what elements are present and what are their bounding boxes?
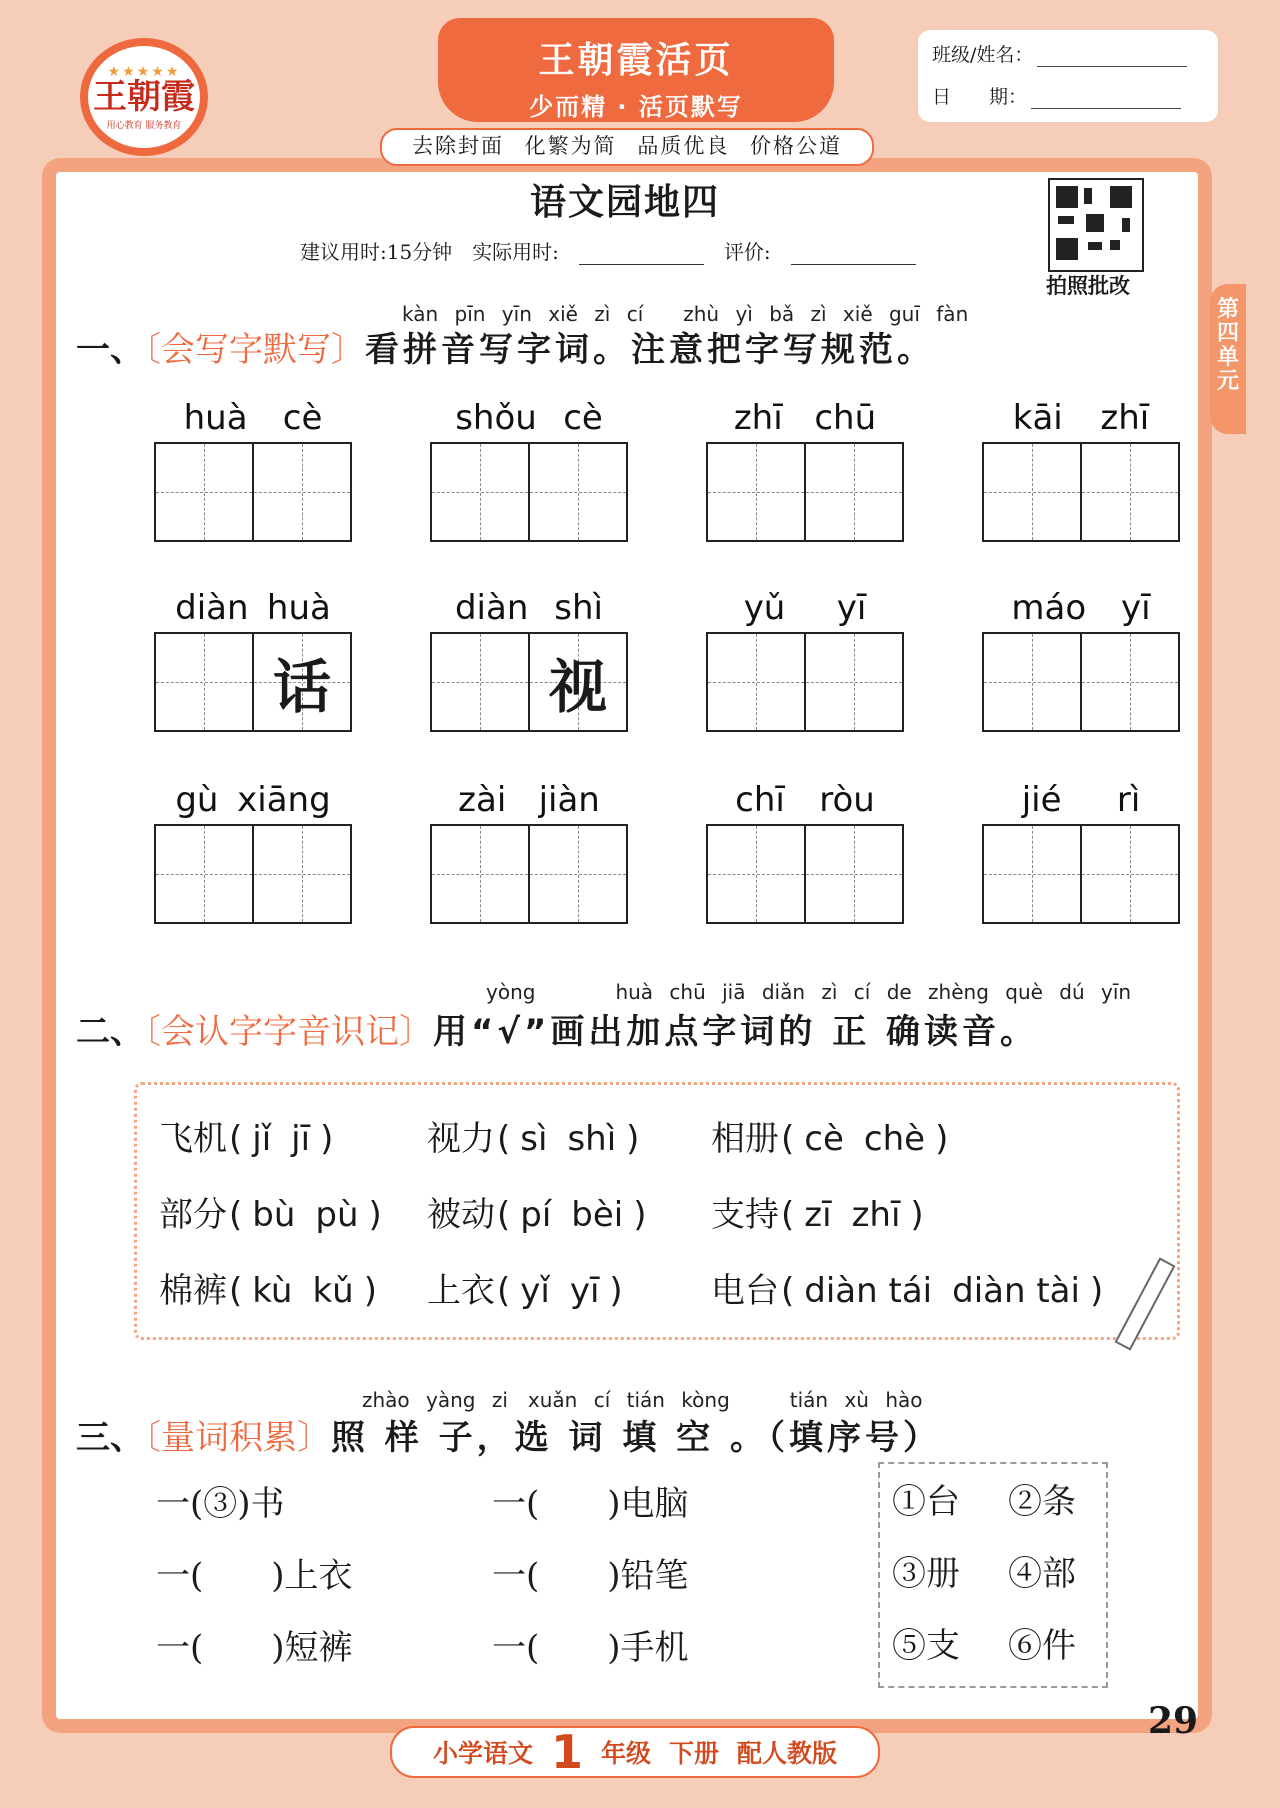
reading-options: ( sì shì ) (497, 1119, 640, 1159)
tianzige-cell[interactable] (1082, 634, 1178, 730)
pronunciation-option[interactable]: jī (291, 1119, 311, 1159)
section1-title (76, 322, 935, 371)
pinyin-syllable: zài (458, 780, 507, 820)
tianzige-boxes (982, 442, 1180, 542)
pinyin-syllable: máo (1011, 588, 1087, 628)
footer-grade-label: 年级 (600, 1739, 651, 1768)
reading-word: 飞机 (159, 1119, 227, 1159)
pinyin-syllable: yī (1121, 588, 1151, 628)
stars-icon: ★★★★★ (107, 63, 181, 80)
word-pinyin (706, 780, 904, 824)
pinyin-syllable: yī (836, 588, 867, 628)
pinyin-syllable: xiāng (237, 780, 331, 820)
reading-word: 棉裤 (159, 1271, 227, 1311)
reading-item (159, 1111, 333, 1160)
word-writing-item (706, 780, 904, 924)
reading-word: 被动 (427, 1195, 495, 1235)
section2-instruction: 用“√”画出加点字词的 正 确读音。 (433, 1012, 1039, 1052)
word-pinyin (706, 398, 904, 442)
reading-word: 支持 (711, 1195, 779, 1235)
student-info-box (918, 30, 1218, 122)
logo-slogan: 用心教育 服务教育 (106, 120, 182, 131)
actual-time-label: 实际用时: (472, 240, 559, 264)
pinyin-syllable: chī (735, 780, 785, 820)
pinyin-syllable: zhī (1100, 398, 1150, 438)
word-writing-item (154, 588, 352, 732)
tianzige-cell[interactable] (806, 444, 902, 540)
word-pinyin (154, 780, 352, 824)
pinyin-syllable: ròu (819, 780, 875, 820)
footer-edition: 配人教版 (737, 1739, 838, 1768)
option-item: ⑥件 (1008, 1626, 1076, 1666)
suggested-time: 建议用时:15分钟 (300, 240, 453, 264)
pinyin-syllable: huà (183, 398, 248, 438)
word-writing-item (154, 398, 352, 542)
date-field[interactable] (1031, 90, 1181, 109)
option-item: ②条 (1008, 1482, 1076, 1522)
section3-instruction-pinyin: zhào yàng zi xuǎn cí tián kòng tián xù hào (362, 1388, 923, 1412)
tianzige-cell[interactable] (984, 826, 1082, 922)
tianzige-boxes (706, 824, 904, 924)
tianzige-boxes (982, 824, 1180, 924)
tianzige-cell[interactable] (432, 826, 530, 922)
reading-options: ( bù pù ) (229, 1195, 382, 1235)
measure-blank[interactable]: 一( )电脑 (492, 1484, 689, 1524)
pinyin-syllable: zhī (733, 398, 783, 438)
qr-label: 拍照批改 (1046, 274, 1130, 298)
date-label: 日 期： (932, 86, 1028, 108)
section2-number: 二、 (76, 1012, 144, 1052)
tianzige-boxes (154, 632, 352, 732)
pronunciation-option[interactable]: cè (804, 1119, 844, 1159)
tianzige-boxes (154, 824, 352, 924)
word-pinyin (430, 398, 628, 442)
measure-blank[interactable]: 一( )短裤 (156, 1628, 353, 1668)
page-number: 29 (1148, 1700, 1199, 1742)
pronunciation-option[interactable]: bù (252, 1195, 296, 1235)
tianzige-boxes (430, 824, 628, 924)
section3-number: 三、 (76, 1418, 144, 1458)
word-writing-item (430, 780, 628, 924)
word-pinyin (154, 398, 352, 442)
unit-tab (1210, 284, 1246, 434)
tianzige-boxes (430, 632, 628, 732)
option-item: ①台 (892, 1482, 960, 1522)
tianzige-boxes (706, 632, 904, 732)
section1-instruction-pinyin: kàn pīn yīn xiě zì cí zhù yì bǎ zì xiě guī fàn (402, 302, 969, 326)
pinyin-syllable: gù (175, 780, 219, 820)
section2-tag: 〔会认字字音识记〕 (144, 1012, 433, 1052)
section1-instruction: 看拼音写字词。注意把字写规范。 (365, 330, 935, 370)
reading-item (427, 1187, 647, 1236)
class-name-label: 班级/姓名： (932, 44, 1034, 66)
section1-number: 一、 (76, 330, 144, 370)
tianzige-cell[interactable] (806, 634, 902, 730)
section2-title (76, 1004, 1038, 1053)
pronunciation-option[interactable]: jǐ (252, 1119, 272, 1159)
tianzige-cell[interactable] (1082, 444, 1178, 540)
page-title: 语文园地四 (529, 182, 720, 223)
tianzige-cell[interactable] (984, 444, 1082, 540)
section3-title (76, 1410, 941, 1459)
pronunciation-option[interactable]: sì (520, 1119, 548, 1159)
option-item: ④部 (1008, 1554, 1076, 1594)
tianzige-cell[interactable] (254, 634, 350, 730)
word-writing-item (430, 588, 628, 732)
section2-instruction-pinyin: yòng huà chū jiā diǎn zì cí de zhèng què dú yīn (486, 980, 1132, 1004)
written-char: 话 (272, 653, 331, 721)
word-pinyin (430, 780, 628, 824)
reading-options: ( diàn tái diàn tài ) (781, 1271, 1104, 1311)
tianzige-cell[interactable] (254, 826, 350, 922)
pronunciation-option[interactable]: pí (520, 1195, 552, 1235)
tianzige-cell[interactable] (708, 444, 806, 540)
word-pinyin (706, 588, 904, 632)
tianzige-cell[interactable] (984, 634, 1082, 730)
pinyin-syllable: shì (554, 588, 604, 628)
word-pinyin (982, 588, 1180, 632)
reading-options: ( zī zhī ) (781, 1195, 924, 1235)
pinyin-syllable: diàn (454, 588, 529, 628)
pronunciation-option[interactable]: yǐ (520, 1271, 550, 1311)
tianzige-cell[interactable] (806, 826, 902, 922)
brand-banner (438, 18, 834, 122)
pronunciation-option[interactable]: diàn tái (804, 1271, 933, 1311)
footer-volume: 下册 (669, 1739, 720, 1768)
measure-blank[interactable]: 一(③)书 (156, 1484, 285, 1524)
rating-field[interactable] (791, 244, 916, 265)
tianzige-cell[interactable] (530, 634, 626, 730)
section1-tag: 〔会写字默写〕 (144, 330, 365, 370)
word-writing-item (982, 780, 1180, 924)
word-pinyin (982, 398, 1180, 442)
pronunciation-option[interactable]: chè (863, 1119, 926, 1159)
reading-box (134, 1082, 1180, 1340)
rating-label: 评价: (723, 240, 771, 264)
measure-blank[interactable]: 一( )手机 (492, 1628, 689, 1668)
tianzige-cell[interactable] (156, 444, 254, 540)
pinyin-syllable: rì (1116, 780, 1141, 820)
pinyin-syllable: diàn (175, 588, 249, 628)
word-pinyin (154, 588, 352, 632)
word-writing-item (706, 588, 904, 732)
tianzige-cell[interactable] (708, 826, 806, 922)
actual-time-field[interactable] (579, 244, 704, 265)
reading-word: 上衣 (427, 1271, 495, 1311)
logo-text: 王朝霞 (93, 76, 195, 117)
word-writing-item (430, 398, 628, 542)
pinyin-syllable: chū (814, 398, 877, 438)
pronunciation-option[interactable]: bèi (571, 1195, 624, 1235)
reading-item (711, 1187, 924, 1236)
tianzige-boxes (706, 442, 904, 542)
tianzige-cell[interactable] (708, 634, 806, 730)
time-info (300, 236, 916, 265)
word-pinyin (982, 780, 1180, 824)
reading-item (159, 1187, 382, 1236)
reading-options: ( jǐ jī ) (229, 1119, 334, 1159)
reading-item (159, 1263, 377, 1312)
pinyin-syllable: cè (282, 398, 323, 438)
tianzige-cell[interactable] (432, 444, 530, 540)
reading-item (711, 1111, 948, 1160)
brand-title: 王朝霞活页 (538, 40, 734, 81)
tianzige-cell[interactable] (1082, 826, 1178, 922)
reading-item (711, 1263, 1103, 1312)
word-writing-item (706, 398, 904, 542)
word-writing-item (154, 780, 352, 924)
pronunciation-option[interactable]: zhī (851, 1195, 901, 1235)
tianzige-boxes (430, 442, 628, 542)
brand-subtitle: 少而精 · 活页默写 (529, 93, 743, 121)
pronunciation-option[interactable]: shì (567, 1119, 617, 1159)
tianzige-cell[interactable] (530, 444, 626, 540)
word-pinyin (430, 588, 628, 632)
pronunciation-option[interactable]: kù (252, 1271, 293, 1311)
pronunciation-option[interactable]: kǔ (312, 1271, 354, 1311)
measure-blank[interactable]: 一( )上衣 (156, 1556, 353, 1596)
pinyin-syllable: cè (563, 398, 603, 438)
pinyin-syllable: shǒu (455, 398, 537, 438)
unit-tab-label: 第四单元 (1216, 297, 1239, 394)
option-item: ⑤支 (892, 1626, 960, 1666)
reading-item (427, 1263, 623, 1312)
tianzige-boxes (982, 632, 1180, 732)
footer-subject: 小学语文 (432, 1739, 533, 1768)
reading-word: 相册 (711, 1119, 779, 1159)
reading-item (427, 1111, 639, 1160)
section3-instruction: 照 样 子，选 词 填 空 。（填序号） (331, 1418, 942, 1458)
section3-tag: 〔量词积累〕 (144, 1418, 331, 1458)
word-writing-item (982, 588, 1180, 732)
reading-word: 电台 (711, 1271, 779, 1311)
pronunciation-option[interactable]: yī (569, 1271, 600, 1311)
pinyin-syllable: jiàn (538, 780, 600, 820)
reading-word: 部分 (159, 1195, 227, 1235)
pronunciation-option[interactable]: pù (315, 1195, 359, 1235)
pinyin-syllable: yǔ (743, 588, 786, 628)
reading-options: ( yǐ yī ) (497, 1271, 623, 1311)
class-name-field[interactable] (1037, 48, 1187, 67)
pinyin-syllable: jié (1021, 780, 1062, 820)
tianzige-cell[interactable] (156, 634, 254, 730)
footer-bar (390, 1726, 880, 1778)
pinyin-syllable: huà (266, 588, 331, 628)
tianzige-cell[interactable] (432, 634, 530, 730)
qr-code-icon[interactable] (1048, 178, 1144, 272)
slogan-bar: 去除封面 化繁为简 品质优良 价格公道 (380, 128, 874, 166)
measure-word-options (878, 1462, 1108, 1688)
pinyin-syllable: kāi (1012, 398, 1063, 438)
brand-logo (80, 38, 208, 156)
word-writing-item (982, 398, 1180, 542)
tianzige-boxes (154, 442, 352, 542)
footer-grade-number: 1 (550, 1725, 583, 1779)
reading-options: ( kù kǔ ) (229, 1271, 377, 1311)
reading-options: ( pí bèi ) (497, 1195, 647, 1235)
reading-word: 视力 (427, 1119, 495, 1159)
pronunciation-option[interactable]: diàn tài (952, 1271, 1080, 1311)
option-item: ③册 (892, 1554, 960, 1594)
written-char: 视 (548, 653, 607, 721)
pronunciation-option[interactable]: zī (804, 1195, 832, 1235)
tianzige-cell[interactable] (530, 826, 626, 922)
reading-options: ( cè chè ) (781, 1119, 949, 1159)
tianzige-cell[interactable] (254, 444, 350, 540)
tianzige-cell[interactable] (156, 826, 254, 922)
measure-blank[interactable]: 一( )铅笔 (492, 1556, 689, 1596)
